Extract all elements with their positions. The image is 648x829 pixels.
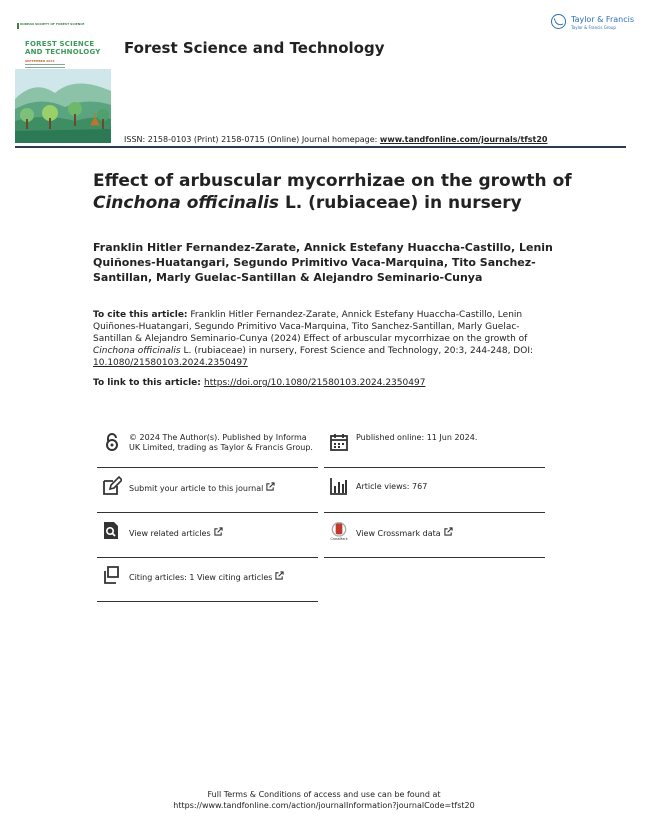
- divider: [97, 601, 318, 602]
- link-block: [93, 378, 573, 388]
- bar-chart-icon: [329, 476, 349, 496]
- divider: [324, 467, 545, 468]
- calendar-icon: [329, 432, 349, 452]
- citation-label: To cite this article:: [93, 310, 188, 320]
- article-title: [93, 170, 573, 214]
- submit-text: Submit your article to this journal: [129, 484, 264, 493]
- cover-title: [25, 40, 101, 56]
- license-text: © 2024 The Author(s). Published by Informa UK Limited, trading as Taylor & Francis Group.: [129, 433, 313, 452]
- divider: [324, 512, 545, 513]
- issn-text: ISSN: 2158-0103 (Print) 2158-0715 (Online) Journal homepage:: [124, 135, 380, 144]
- citation-block: [93, 309, 555, 369]
- doi-link[interactable]: 10.1080/21580103.2024.2350497: [93, 358, 248, 368]
- citation-text-part1: Franklin Hitler Fernandez-Zarate, Annick Estefany Huaccha-Castillo, Lenin Quiñones-Huatangari, Segundo Primitivo Vaca-Marquina, Tito Sanchez-Santillan, Marly Guelac-Santillan & Alejandro Seminario-Cunya (2024) Effect of arbuscular mycorrhizae on the growth of: [93, 310, 528, 344]
- article-title-part1: Effect of arbuscular mycorrhizae on the growth of: [93, 171, 572, 191]
- crossmark-text: View Crossmark data: [356, 529, 441, 538]
- article-doi-url[interactable]: https://doi.org/10.1080/21580103.2024.2350497: [204, 378, 426, 388]
- issn-line: [124, 135, 548, 144]
- journal-title: Forest Science and Technology: [124, 39, 385, 57]
- publisher-logo[interactable]: [551, 14, 634, 34]
- divider: [97, 467, 318, 468]
- external-link-icon: [275, 571, 284, 580]
- external-link-icon: [444, 527, 453, 536]
- footer: [0, 789, 648, 811]
- published-text: Published online: 11 Jun 2024.: [356, 433, 478, 442]
- search-document-icon: [102, 521, 122, 541]
- citation-species: Cinchona officinalis: [93, 346, 181, 356]
- publisher-name: Taylor & Francis: [571, 15, 634, 24]
- cover-forest-illustration: [15, 69, 111, 143]
- external-link-icon: [214, 527, 223, 536]
- citing-articles-text: Citing articles: 1 View citing articles: [129, 573, 273, 582]
- journal-cover: [15, 13, 111, 143]
- article-authors: Franklin Hitler Fernandez-Zarate, Annick Estefany Huaccha-Castillo, Lenin Quiñones-Huatangari, Segundo Primitivo Vaca-Marquina, Tito Sanchez-Santillan, Marly Guelac-Santillan & Alejandro Seminario-Cunya: [93, 241, 553, 284]
- header-divider: [15, 146, 626, 148]
- external-link-icon: [266, 482, 275, 491]
- article-title-part2: L. (rubiaceae) in nursery: [279, 193, 522, 213]
- divider: [324, 557, 545, 558]
- article-title-species: Cinchona officinalis: [93, 193, 280, 213]
- society-logo: [17, 23, 19, 29]
- cover-date: SEPTEMBER 2024: [25, 59, 55, 63]
- publisher-group: Taylor & Francis Group: [571, 25, 616, 30]
- edit-icon: [102, 476, 122, 496]
- crossmark-logo-text: CrossMark: [330, 537, 348, 541]
- footer-terms-text: Full Terms & Conditions of access and use can be found at: [207, 790, 441, 799]
- divider: [97, 512, 318, 513]
- cover-title-line2: AND TECHNOLOGY: [25, 48, 101, 56]
- divider: [97, 557, 318, 558]
- cover-society: KOREAN SOCIETY OF FOREST SCIENCE: [20, 22, 85, 26]
- open-access-icon: [102, 432, 122, 452]
- cover-title-line1: FOREST SCIENCE: [25, 40, 95, 48]
- related-articles-text: View related articles: [129, 529, 211, 538]
- copy-icon: [102, 565, 122, 585]
- footer-terms-url[interactable]: https://www.tandfonline.com/action/journalInformation?journalCode=tfst20: [173, 801, 475, 810]
- citation-text-part2: L. (rubiaceae) in nursery, Forest Science and Technology, 20:3, 244-248, DOI:: [180, 346, 534, 356]
- journal-homepage-link[interactable]: www.tandfonline.com/journals/tfst20: [379, 135, 548, 144]
- taylor-francis-icon: [551, 14, 566, 29]
- article-views-text: Article views: 767: [356, 482, 428, 491]
- link-label: To link to this article:: [93, 378, 205, 388]
- crossmark-icon: [329, 521, 349, 541]
